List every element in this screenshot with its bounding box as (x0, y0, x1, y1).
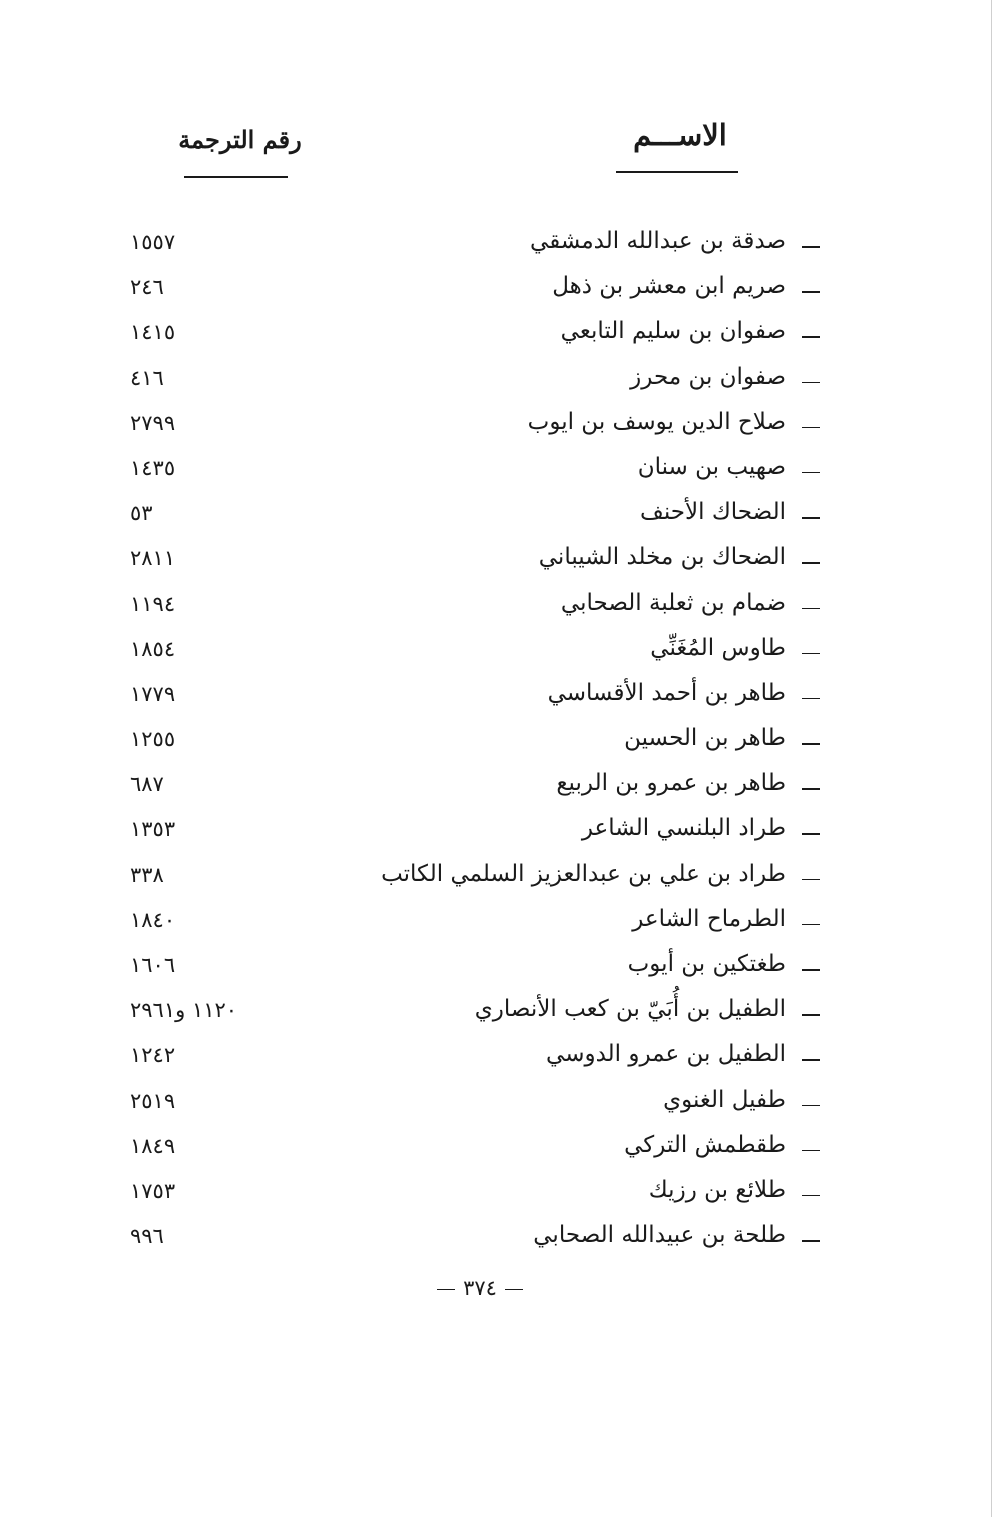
index-entry (0, 1218, 1006, 1263)
page-number-text: ٣٧٤ (463, 1276, 497, 1300)
index-entry (0, 992, 1006, 1037)
entry-name: الطرماح الشاعر (632, 905, 786, 932)
entry-name: طلحة بن عبيدالله الصحابي (533, 1222, 786, 1249)
entry-biography-number: ١١٩٤ (130, 591, 176, 616)
entry-name: ضمام بن ثعلبة الصحابي (560, 589, 786, 616)
entry-name: طغتكين بن أيوب (627, 951, 786, 977)
index-entry (0, 224, 1006, 269)
entry-dash (802, 1195, 820, 1197)
entry-dash (802, 1150, 820, 1152)
entry-dash (802, 924, 820, 926)
entry-name: طراد البلنسي الشاعر (581, 815, 786, 842)
index-entry (0, 766, 1006, 811)
index-entry (0, 676, 1006, 721)
entry-biography-number: ٣٣٨ (130, 862, 164, 887)
index-entry (0, 495, 1006, 540)
entry-name: طاوس المُغَنِّي (650, 634, 786, 661)
name-column-header: الاســـم (633, 118, 727, 152)
entry-name: طقطمش التركي (624, 1131, 786, 1158)
entry-dash (802, 608, 820, 610)
entry-dash (802, 879, 820, 881)
number-column-header: رقم الترجمة (178, 125, 302, 154)
entry-name: صفوان بن سليم التابعي (560, 318, 786, 345)
index-entry (0, 1173, 1006, 1218)
entry-biography-number: ١٧٥٣ (130, 1178, 176, 1203)
entry-name: الطفيل بن أُبَيّ بن كعب الأنصاري (474, 996, 786, 1023)
entry-biography-number: ١٣٥٣ (130, 817, 176, 842)
entry-biography-number: ٢٤٦ (130, 275, 164, 300)
entry-biography-number: ١٨٤٠ (130, 907, 176, 932)
entry-name: الضحاك بن مخلد الشيباني (538, 544, 786, 571)
entry-name: صدقة بن عبدالله الدمشقي (530, 228, 786, 254)
entry-name: الضحاك الأحنف (640, 499, 786, 526)
index-entry (0, 269, 1006, 314)
entry-biography-number: ١٤١٥ (130, 320, 176, 345)
entry-dash (802, 653, 820, 655)
entry-dash (802, 788, 820, 790)
index-entry (0, 1037, 1006, 1082)
name-column-underline (616, 171, 738, 173)
entry-dash (802, 1240, 820, 1242)
entry-biography-number: ١٢٥٥ (130, 727, 176, 752)
entry-name: صهيب بن سنان (637, 453, 786, 480)
entry-biography-number: ١٨٤٩ (130, 1133, 176, 1158)
entry-dash (802, 382, 820, 384)
index-entry (0, 360, 1006, 405)
entry-dash (802, 427, 820, 429)
entry-biography-number: ١١٢٠ و٢٩٦١ (130, 998, 238, 1023)
entry-name: صفوان بن محرز (630, 363, 786, 390)
entry-name: الطفيل بن عمرو الدوسي (546, 1041, 786, 1068)
entry-dash (802, 1105, 820, 1107)
page-number-dash-right (505, 1289, 523, 1291)
entry-biography-number: ٩٩٦ (130, 1224, 164, 1249)
index-entry (0, 540, 1006, 585)
entry-name: طفيل الغنوي (663, 1086, 786, 1113)
entry-biography-number: ٦٨٧ (130, 772, 164, 797)
index-entry (0, 1083, 1006, 1128)
index-entries-list (0, 224, 1006, 1263)
entry-biography-number: ٤١٦ (130, 365, 164, 390)
index-entry (0, 314, 1006, 359)
entry-name: طاهر بن أحمد الأقساسي (547, 679, 786, 706)
entry-dash (802, 336, 820, 338)
index-entry (0, 631, 1006, 676)
index-entry (0, 450, 1006, 495)
entry-biography-number: ٢٧٩٩ (130, 410, 176, 435)
page-number (420, 1276, 540, 1300)
entry-biography-number: ٢٥١٩ (130, 1088, 176, 1113)
entry-biography-number: ١٥٥٧ (130, 230, 176, 254)
index-entry (0, 857, 1006, 902)
entry-biography-number: ٢٨١١ (130, 546, 176, 571)
index-entry (0, 721, 1006, 766)
entry-dash (802, 291, 820, 293)
index-entry (0, 947, 1006, 992)
index-entry (0, 405, 1006, 450)
index-entry (0, 1128, 1006, 1173)
entry-name: طاهر بن عمرو بن الربيع (556, 770, 786, 797)
entry-biography-number: ١٧٧٩ (130, 681, 176, 706)
entry-dash (802, 1059, 820, 1061)
entry-dash (802, 472, 820, 474)
index-entry (0, 902, 1006, 947)
entry-dash (802, 1014, 820, 1016)
entry-dash (802, 743, 820, 745)
entry-name: صلاح الدين يوسف بن ايوب (527, 408, 786, 435)
entry-name: طلائع بن رزيك (648, 1176, 786, 1203)
entry-biography-number: ١٦٠٦ (130, 953, 176, 977)
entry-name: صريم ابن معشر بن ذهل (552, 273, 786, 300)
entry-dash (802, 969, 820, 971)
entry-dash (802, 246, 820, 248)
entry-name: طراد بن علي بن عبدالعزيز السلمي الكاتب (381, 860, 786, 887)
entry-dash (802, 517, 820, 519)
page-number-dash-left (437, 1289, 455, 1291)
entry-biography-number: ١٨٥٤ (130, 636, 176, 661)
entry-name: طاهر بن الحسين (624, 725, 786, 752)
number-column-underline (184, 176, 288, 178)
entry-biography-number: ١٢٤٢ (130, 1043, 176, 1068)
entry-dash (802, 833, 820, 835)
entry-dash (802, 698, 820, 700)
entry-dash (802, 562, 820, 564)
entry-biography-number: ١٤٣٥ (130, 455, 176, 480)
index-entry (0, 811, 1006, 856)
entry-biography-number: ٥٣ (130, 501, 153, 526)
index-entry (0, 586, 1006, 631)
